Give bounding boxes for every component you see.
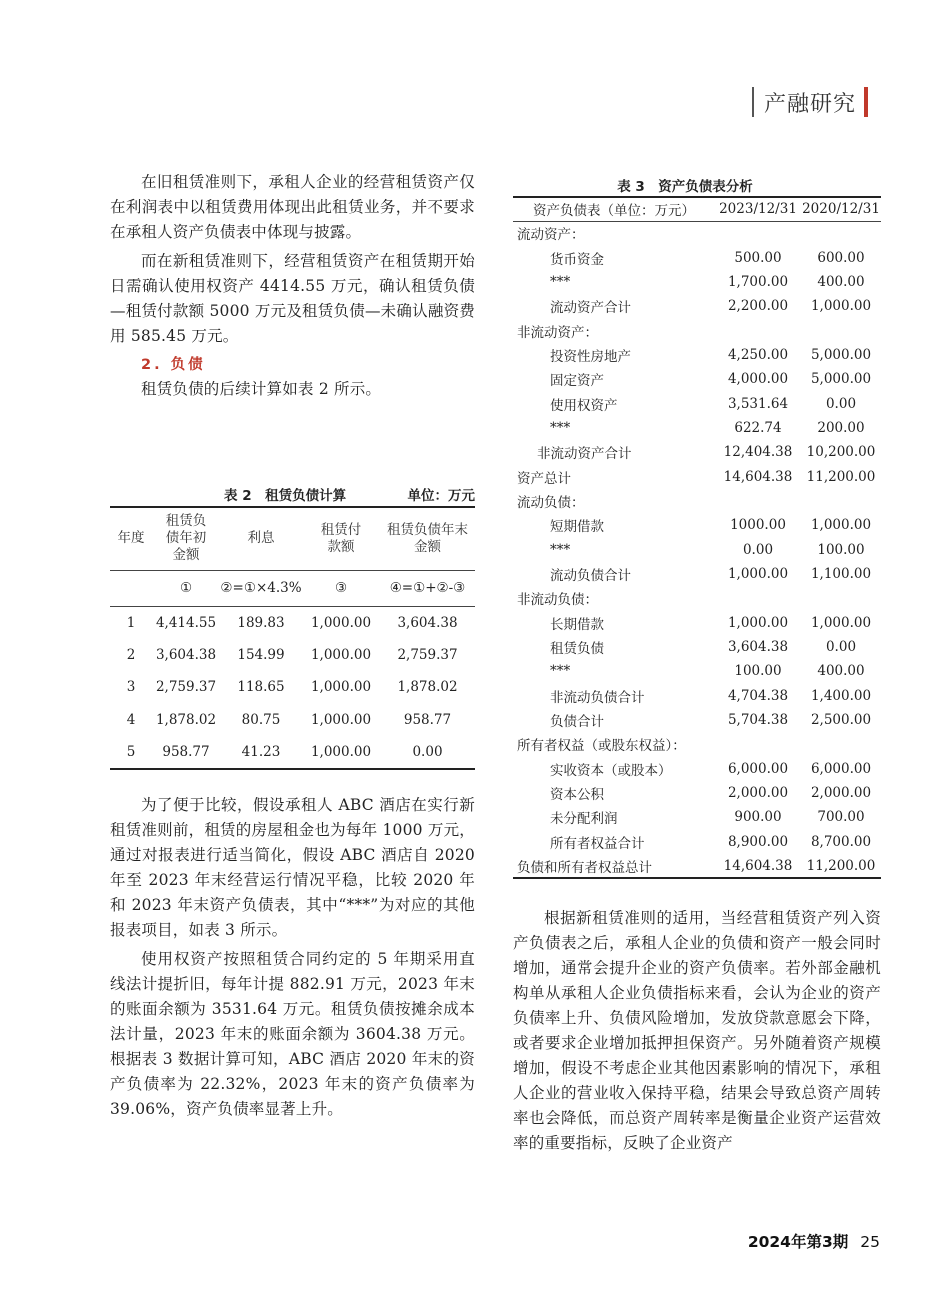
table3-value-2023	[715, 489, 801, 513]
table2-row	[110, 639, 475, 672]
table3-row	[513, 464, 881, 488]
table2-formula: ④=①+②-③	[380, 570, 475, 606]
table3-label: ***	[550, 273, 571, 290]
paragraph: 使用权资产按照租赁合同约定的 5 年期采用直线法计提折旧，每年计提 882.91 万元，2023 年末的账面余额为 3531.64 万元。租赁负债按摊余成本法计量，2023 年末的账面余额为 3604.38 万元。根据表 3 数据计算可知，ABC 酒店 2020 年末的资产负债率为 22.32%，2023 年末的资产负债率为 39.06%，资产负债率显著上升。	[110, 950, 475, 1118]
table3-row	[513, 537, 881, 561]
table3-value-2020: 1,400.00	[810, 687, 872, 704]
table2-formula: ③	[302, 570, 380, 606]
table3-row	[513, 440, 881, 464]
table2-formula: ②=①×4.3%	[220, 570, 302, 606]
table3-row	[513, 318, 881, 342]
table3-value-2023: 500.00	[734, 249, 782, 266]
table3-value-2023: 2,200.00	[727, 298, 789, 315]
page-footer	[748, 1230, 880, 1252]
table2-header-text: 租赁负债年初金额	[165, 513, 207, 564]
table3-value-2023: 1000.00	[730, 517, 786, 534]
table3-label: 固定资产	[550, 373, 604, 390]
table2-cell: 4	[126, 712, 136, 729]
table3-row	[513, 635, 881, 659]
table3-value-2020: 0.00	[825, 395, 857, 412]
table2-formula-row	[110, 570, 475, 606]
table3-label: 流动资产：	[517, 227, 585, 244]
table3-row	[513, 416, 881, 440]
table2-header	[380, 507, 475, 570]
table3-title: 表 3 资产负债表分析	[617, 179, 753, 195]
table3-value-2020: 8,700.00	[810, 833, 872, 850]
table3-label: 短期借款	[550, 519, 604, 536]
table2-header	[152, 507, 220, 570]
table3-header: 资产负债表（单位：万元）	[513, 197, 715, 221]
table3-label: 资本公积	[550, 787, 604, 804]
right-column-bottom	[513, 906, 881, 1160]
table2-cell: 189.83	[237, 614, 285, 631]
section-tag-left-bar	[752, 87, 754, 117]
table2-formula	[110, 570, 152, 606]
table2-row	[110, 704, 475, 737]
table2-cell: 1,000.00	[310, 712, 372, 729]
table3-value-2023: 4,250.00	[727, 346, 789, 363]
table3-value-2023: 6,000.00	[727, 760, 789, 777]
table3-value-2023: 1,000.00	[727, 614, 789, 631]
left-column-bottom	[110, 793, 475, 1126]
table2-cell: 1,878.02	[397, 679, 458, 696]
table3-value-2023: 2,000.00	[727, 785, 789, 802]
table3-label: 非流动负债合计	[550, 689, 645, 706]
table3-value-2023: 5,704.38	[727, 712, 789, 729]
table3-header: 2023/12/31	[715, 197, 801, 221]
table3-row	[513, 562, 881, 586]
table3-value-2023	[715, 732, 801, 756]
table3-row	[513, 343, 881, 367]
table3-value-2020: 700.00	[817, 809, 865, 826]
table2-cell: 1	[126, 614, 136, 631]
table2-cell: 958.77	[152, 736, 220, 769]
table3-value-2020: 11,200.00	[806, 468, 876, 485]
section-title: 产融研究	[764, 91, 857, 117]
table3-row	[513, 391, 881, 415]
table3-row	[513, 611, 881, 635]
table2-cell: 4,414.55	[155, 614, 217, 631]
table3-value-2020: 400.00	[817, 273, 865, 290]
table3-label: 投资性房地产	[550, 348, 631, 365]
table3-value-2020: 11,200.00	[801, 854, 881, 878]
table3-header: 2020/12/31	[801, 197, 881, 221]
table3-label: 非流动负债：	[517, 592, 598, 609]
table3-value-2020: 10,200.00	[806, 444, 876, 461]
table3-label: 所有者权益合计	[550, 835, 645, 852]
issue-label: 2024年第3期	[747, 1233, 849, 1251]
page-number: 25	[860, 1233, 880, 1251]
table3-value-2020: 400.00	[817, 663, 865, 680]
table3-label: 租赁负债	[550, 641, 604, 658]
table3-row	[513, 781, 881, 805]
table3-label: 资产总计	[517, 470, 571, 487]
table3-value-2020: 2,500.00	[810, 712, 872, 729]
table3-row	[513, 757, 881, 781]
table3-label: 未分配利润	[550, 811, 618, 828]
section-tag-accent-bar	[864, 87, 868, 117]
table3-label: 负债和所有者权益总计	[513, 854, 715, 878]
table3-value-2020: 600.00	[817, 249, 865, 266]
table2-cell: 958.77	[403, 712, 452, 729]
table2-cell: 154.99	[237, 646, 285, 663]
table3-value-2020: 0.00	[825, 639, 857, 656]
table3-value-2023: 900.00	[734, 809, 782, 826]
table3-value-2020	[801, 586, 881, 610]
table2-cell: 5	[110, 736, 152, 769]
table2-cell: 2,759.37	[397, 646, 458, 663]
table2-header-text: 租赁负债年末金额	[387, 521, 468, 555]
table3-row	[513, 659, 881, 683]
table3-value-2020: 1,000.00	[810, 614, 872, 631]
paragraph: 租赁负债的后续计算如表 2 所示。	[141, 380, 382, 398]
table3-value-2020: 5,000.00	[810, 346, 872, 363]
table3-label: 流动负债：	[517, 494, 585, 511]
table3-value-2023: 3,531.64	[727, 395, 789, 412]
table3-row	[513, 586, 881, 610]
table3-value-2023: 12,404.38	[723, 444, 793, 461]
table2-cell: 2	[126, 646, 136, 663]
table3-label: 长期借款	[550, 616, 604, 633]
table2-cell: 1,000.00	[310, 646, 372, 663]
table2-cell: 3,604.38	[397, 614, 458, 631]
table3-value-2020: 200.00	[817, 419, 865, 436]
table2-cell: 118.65	[237, 679, 285, 696]
table3-value-2023: 100.00	[734, 663, 782, 680]
table2-header-text: 租赁付款额	[320, 521, 362, 555]
table3-label: 流动资产合计	[550, 300, 631, 317]
table3-row	[513, 245, 881, 269]
table3-label: 货币资金	[550, 251, 604, 268]
paragraph: 而在新租赁准则下，经营租赁资产在租赁期开始日需确认使用权资产 4414.55 万元，确认租赁负债—租赁付款额 5000 万元及租赁负债—未确认融资费用 585.45 万元。	[110, 252, 475, 345]
table3-value-2023: 622.74	[734, 419, 782, 436]
table2-cell: 80.75	[241, 712, 281, 729]
table3-value-2020: 6,000.00	[810, 760, 872, 777]
table3-row	[513, 367, 881, 391]
table3-label: 实收资本（或股本）	[550, 762, 672, 779]
table2-cell: 3,604.38	[155, 646, 217, 663]
table2-title: 表 2 租赁负债计算	[224, 488, 347, 504]
table3-value-2023: 3,604.38	[727, 639, 789, 656]
table3-value-2020: 100.00	[817, 541, 865, 558]
table3-label: 流动负债合计	[550, 567, 631, 584]
table3-row	[513, 294, 881, 318]
table3-value-2020: 5,000.00	[810, 371, 872, 388]
left-column-top	[110, 170, 475, 406]
table3-row	[513, 854, 881, 878]
table3-row	[513, 732, 881, 756]
table2-row	[110, 671, 475, 704]
table2-header: 利息	[220, 507, 302, 570]
table2-cell: 1,000.00	[310, 614, 372, 631]
table2-cell: 1,878.02	[155, 712, 217, 729]
table2-header	[302, 507, 380, 570]
table3	[513, 196, 881, 879]
table2-unit: 单位：万元	[407, 488, 475, 504]
paragraph: 为了便于比较，假设承租人 ABC 酒店在实行新租赁准则前，租赁的房屋租金也为每年 1000 万元，通过对报表进行适当简化，假设 ABC 酒店自 2020 年至 2023 年末经营运行情况平稳，比较 2020 年和 2023 年末资产负债表，其中“***”为对应的其他报表项目，如表 3 所示。	[110, 796, 475, 939]
table3-label: ***	[550, 419, 571, 436]
table3-row	[513, 270, 881, 294]
table3-label: 非流动资产合计	[537, 446, 632, 463]
table3-label: 使用权资产	[550, 397, 618, 414]
table2-cell: 2,759.37	[155, 679, 217, 696]
table2-formula: ①	[152, 570, 220, 606]
table3-value-2023: 1,000.00	[727, 565, 789, 582]
table3-row	[513, 221, 881, 245]
table2-cell: 0.00	[380, 736, 475, 769]
table3-value-2020: 1,100.00	[810, 565, 872, 582]
table3-row	[513, 684, 881, 708]
table3-value-2020	[801, 489, 881, 513]
table3-value-2020: 2,000.00	[810, 785, 872, 802]
table3-label: 负债合计	[550, 714, 604, 731]
table3-row	[513, 830, 881, 854]
table3-row	[513, 489, 881, 513]
table3-value-2023: 4,704.38	[727, 687, 789, 704]
table2-cell: 3	[126, 679, 136, 696]
table2-cell: 1,000.00	[310, 679, 372, 696]
table3-row	[513, 513, 881, 537]
subheading: 2. 负债	[141, 357, 206, 373]
paragraph: 在旧租赁准则下，承租人企业的经营租赁资产仅在利润表中以租赁费用体现出此租赁业务，并不要求在承租人资产负债表中体现与披露。	[110, 173, 475, 241]
table3-value-2023: 0.00	[742, 541, 774, 558]
table3-value-2023	[715, 586, 801, 610]
table3-label: 所有者权益（或股东权益）：	[517, 738, 686, 755]
table3-value-2023: 14,604.38	[723, 468, 793, 485]
table2-row	[110, 606, 475, 639]
table3-value-2023	[715, 221, 801, 245]
table2-row	[110, 736, 475, 769]
table2-cell: 41.23	[220, 736, 302, 769]
table3-value-2023: 14,604.38	[715, 854, 801, 878]
table3-value-2023: 8,900.00	[727, 833, 789, 850]
paragraph: 根据新租赁准则的适用，当经营租赁资产列入资产负债表之后，承租人企业的负债和资产一般会同时增加，通常会提升企业的资产负债率。若外部金融机构单从承租人企业负债指标来看，会认为企业的资产负债率上升、负债风险增加，发放贷款意愿会下降，或者要求企业增加抵押担保资产。另外随着资产规模增加，假设不考虑企业其他因素影响的情况下，承租人企业的营业收入保持平稳，结果会导致总资产周转率也会降低，而总资产周转率是衡量企业资产运营效率的重要指标，反映了企业资产	[513, 909, 881, 1152]
table3-label: 非流动资产：	[517, 324, 598, 341]
table3-value-2020	[801, 732, 881, 756]
table3-value-2020	[801, 221, 881, 245]
table3-value-2020: 1,000.00	[810, 298, 872, 315]
table2-cell: 1,000.00	[302, 736, 380, 769]
table3-label: ***	[550, 663, 571, 680]
table3-value-2023	[715, 318, 801, 342]
table3-value-2023: 1,700.00	[727, 273, 789, 290]
table2	[110, 506, 475, 770]
table3-value-2020: 1,000.00	[810, 517, 872, 534]
table3-value-2020	[801, 318, 881, 342]
table2-header: 年度	[110, 507, 152, 570]
table2-caption	[110, 484, 475, 504]
table3-row	[513, 708, 881, 732]
section-tag	[752, 86, 868, 118]
table3-value-2023: 4,000.00	[727, 371, 789, 388]
table3-label: ***	[550, 541, 571, 558]
table3-row	[513, 805, 881, 829]
